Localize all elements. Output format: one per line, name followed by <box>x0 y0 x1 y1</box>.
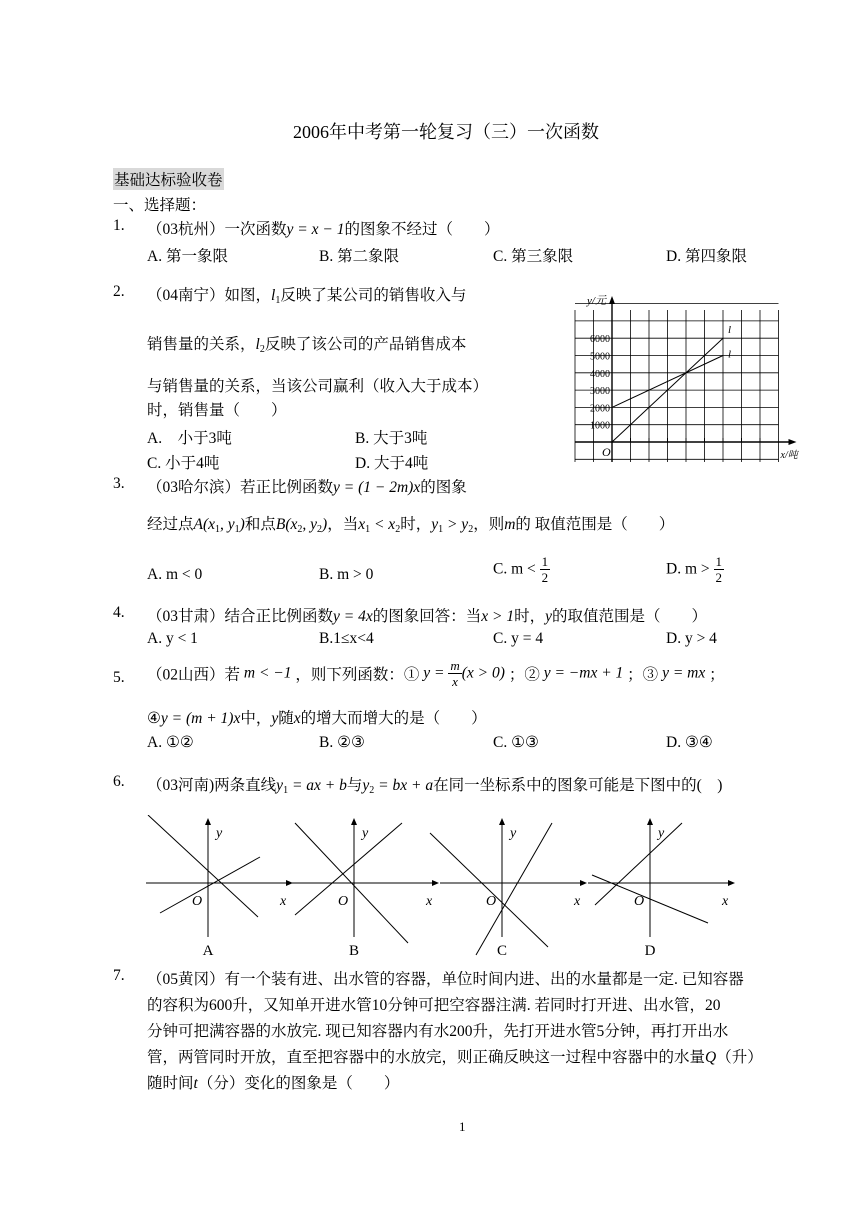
q4-option-b: B.1≤x<4 <box>319 630 374 647</box>
y-axis-arrow <box>609 296 615 304</box>
y-axis-arrow <box>647 818 653 825</box>
x-label: x <box>426 894 433 909</box>
y-axis-arrow <box>205 818 211 825</box>
question-5-line2: ④y = (m + 1)x中，y随x的增大而增大的是（ ） <box>147 710 487 727</box>
question-7-line2: 的容积为600升，又知单开进水管10分钟可把空容器注满. 若同时打开进、出水管，20 <box>147 997 721 1014</box>
page-number: 1 <box>459 1119 466 1134</box>
x-label: x <box>722 894 729 909</box>
question-5-line1: （02山西）若 m < −1 ，则下列函数：① y = $\frac{m}{x}$ (x > 0) ；② y = −mx + 1 ；③ y = mx ； <box>147 658 725 689</box>
q5-option-c: C. ①③ <box>493 734 539 751</box>
section-header: 基础达标验收卷 <box>113 168 224 190</box>
question-6-number: 6. <box>113 773 125 790</box>
question-4-stem: （03甘肃）结合正比例函数y = 4x的图象回答：当x > 1时，y的取值范围是（ ） <box>147 608 708 625</box>
q1-option-b: B. 第二象限 <box>319 248 400 265</box>
y-tick-label: 1000 <box>590 420 610 432</box>
q6-figure-group <box>146 815 735 959</box>
q5-option-d: D. ③④ <box>666 734 713 751</box>
q4-option-d: D. y > 4 <box>666 630 717 647</box>
question-2-line2: 销售量的关系，$l_2$反映了该公司的产品销售成本 <box>147 336 467 355</box>
q6-figures <box>140 815 740 960</box>
figure-label-D: D <box>644 943 656 959</box>
question-3-number: 3. <box>113 475 125 492</box>
page-title: 2006年中考第一轮复习（三）一次函数 <box>293 122 599 142</box>
q1-option-a: A. 第一象限 <box>147 248 228 265</box>
q4-option-a: A. y < 1 <box>147 630 198 647</box>
x-label: x <box>280 894 287 909</box>
graph-line <box>595 823 682 905</box>
q3-option-a: A. m < 0 <box>147 566 203 583</box>
x-axis-arrow <box>580 880 587 886</box>
y-axis-label: y/元 <box>587 295 606 307</box>
y-label: y <box>510 826 517 841</box>
question-2-line4: 时，销售量（ ） <box>147 402 287 419</box>
x-axis-arrow <box>728 880 735 886</box>
origin-label: O <box>602 445 611 459</box>
graph-line <box>295 823 402 915</box>
fraction-half: $\frac{1}{2}$ <box>715 554 722 585</box>
q2-option-d: D. 大于4吨 <box>355 455 429 472</box>
origin-label: O <box>338 894 349 909</box>
x-axis-arrow <box>286 880 293 886</box>
q2-chart <box>570 292 805 467</box>
fraction-half: $\frac{1}{2}$ <box>541 554 549 585</box>
x-label: x <box>574 894 581 909</box>
question-7-line4: 管，两管同时开放，直至把容器中的水放完，则正确反映这一过程中容器中的水量Q（升） <box>147 1049 763 1066</box>
fraction-m-over-x: $\frac{m}{x}$ <box>450 658 460 689</box>
question-2-number: 2. <box>113 283 125 300</box>
y-axis-arrow <box>351 818 357 825</box>
q2-option-a: A. 小于3吨 <box>147 430 232 447</box>
figure-label-B: B <box>348 943 360 959</box>
question-7-line3: 分钟可把满容器的水放完. 现已知容器内有水200升，先打开进水管5分钟，再打开出水 <box>147 1023 729 1040</box>
y-tick-label: 6000 <box>590 334 610 346</box>
figure-label-C: C <box>496 943 508 959</box>
question-1-number: 1. <box>113 217 125 234</box>
x-axis-arrow <box>789 439 797 445</box>
question-5-number: 5. <box>113 669 125 686</box>
y-label: y <box>658 826 665 841</box>
y-tick-label: 5000 <box>590 351 610 363</box>
y-tick-label: 4000 <box>590 368 610 380</box>
y-label: y <box>216 826 223 841</box>
question-1-stem: （03杭州）一次函数y = x − 1的图象不经过（ ） <box>147 221 500 238</box>
origin-label: O <box>486 894 497 909</box>
q2-option-b: B. 大于3吨 <box>355 430 428 447</box>
question-7-line5: 随时间t（分）变化的图象是（ ） <box>147 1075 400 1092</box>
q3-option-c: C. m < $\frac{1}{2}$ <box>493 554 549 585</box>
q2-option-c: C. 小于4吨 <box>147 455 220 472</box>
graph-line <box>148 815 258 917</box>
part-heading: 一、选择题： <box>113 197 207 214</box>
question-3-line2: 经过点$A(x_1$, $y_1$)和点$B(x_2$, $y_2$)，当$x_1 < x_2$时，$y_1 > y_2$，则m的 取值范围是（ ） <box>147 516 675 535</box>
y-tick-label: 2000 <box>590 403 610 415</box>
q3-option-b: B. m > 0 <box>319 566 374 583</box>
x-axis-label: x/吨 <box>780 450 798 461</box>
q5-option-a: A. ①② <box>147 734 194 751</box>
q5-option-b: B. ②③ <box>319 734 365 751</box>
question-3-line1: （03哈尔滨）若正比例函数y = (1 − 2m)x的图象 <box>147 479 467 496</box>
graph-line <box>430 833 548 947</box>
question-2-line3: 与销售量的关系，当该公司赢利（收入大于成本） <box>147 378 489 395</box>
figure-label-A: A <box>202 943 214 959</box>
origin-label: O <box>634 894 645 909</box>
y-label: y <box>362 826 369 841</box>
q4-option-c: C. y = 4 <box>493 630 544 647</box>
question-7-number: 7. <box>113 967 125 984</box>
y-axis-arrow <box>499 818 505 825</box>
x-axis-arrow <box>432 880 439 886</box>
question-7-line1: （05黄冈）有一个装有进、出水管的容器，单位时间内进、出的水量都是一定. 已知容器 <box>147 971 744 988</box>
q1-option-d: D. 第四象限 <box>666 248 747 265</box>
q3-option-d: D. m > $\frac{1}{2}$ <box>666 554 722 585</box>
q1-option-c: C. 第三象限 <box>493 248 574 265</box>
series-label-1: l <box>728 324 732 337</box>
y-tick-label: 3000 <box>590 386 610 398</box>
origin-label: O <box>192 894 203 909</box>
question-4-number: 4. <box>113 604 125 621</box>
series-label-2: l <box>728 348 732 361</box>
question-6-stem: （03河南)两条直线$y_1$ = ax + b与$y_2$ = bx + a在同一坐标系中的图象可能是下图中的( ) <box>147 777 723 796</box>
question-2-line1: （04南宁）如图，$l_1$反映了某公司的销售收入与 <box>147 287 467 306</box>
